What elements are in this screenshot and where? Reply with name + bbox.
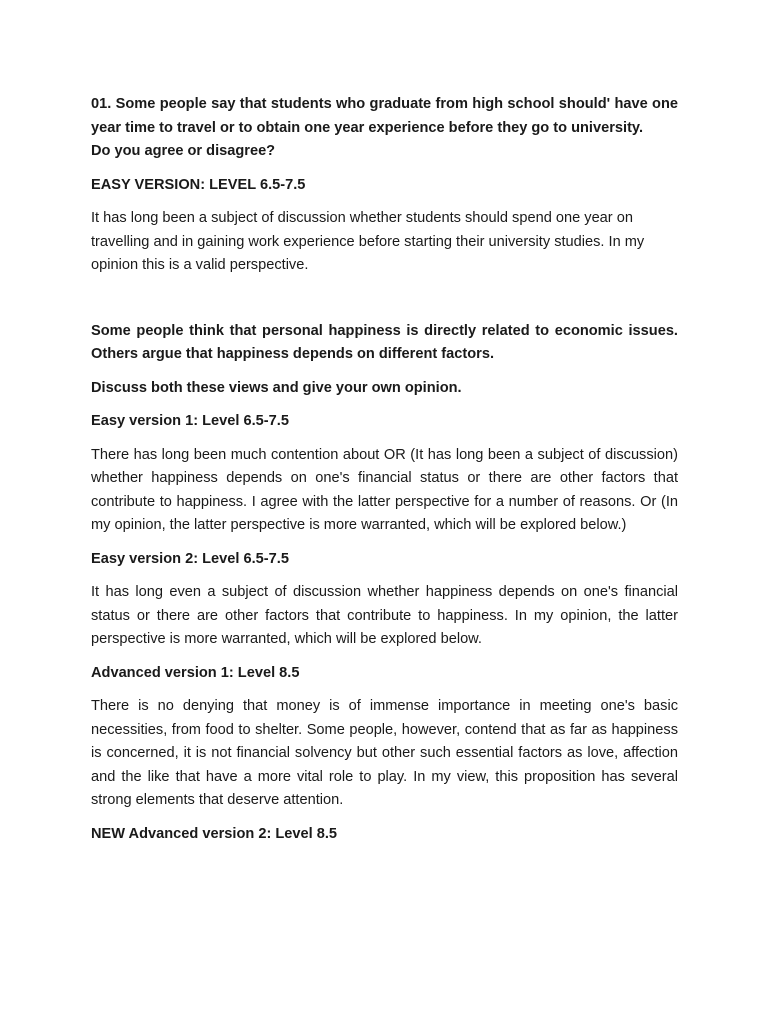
q1-prompt: 01. Some people say that students who graduate from high school should' have one year time to travel or to obtain one year experience before they go to university.: [91, 96, 678, 136]
q2-adv1-text: There is no denying that money is of immense importance in meeting one's basic necessities, from food to shelter. Some people, however, contend that as far as happiness is concerned, it is not financial solvency but other such essential factors as love, affection and the like that have a more vital role to play. In my view, this proposition has several strong elements that deserve attention.: [91, 698, 678, 808]
q2-adv1-heading: Advanced version 1: Level 8.5: [91, 664, 300, 681]
q2-easy2-text: It has long even a subject of discussion whether happiness depends on one's financial status or there are other factors that contribute to happiness. In my opinion, the latter perspective is more warranted, which will be explored below.: [91, 584, 678, 647]
q2-easy2-heading: Easy version 2: Level 6.5-7.5: [91, 550, 289, 567]
q2-easy1-text: There has long been much contention about OR (It has long been a subject of discussion) whether happiness depends on one's financial status or there are other factors that contribute to happiness. I agree with the latter perspective for a number of reasons. Or (In my opinion, the latter perspective is more warranted, which will be explored below.): [91, 446, 678, 533]
q2-adv2-heading: NEW Advanced version 2: Level 8.5: [91, 825, 338, 842]
q1-easy-text: It has long been a subject of discussion whether students should spend one year on travelling and in gaining work experience before starting their university studies. In my opinion this is a valid perspective.: [91, 210, 645, 273]
q2-prompt: Some people think that personal happiness is directly related to economic issues. Others argue that happiness depends on different factors.: [91, 322, 678, 362]
q2-instruction: Discuss both these views and give your own opinion.: [91, 379, 462, 396]
q1-easy-heading: EASY VERSION: LEVEL 6.5-7.5: [91, 176, 306, 193]
q1-question: Do you agree or disagree?: [91, 143, 276, 159]
document-page: [91, 93, 678, 846]
q2-easy1-heading: Easy version 1: Level 6.5-7.5: [91, 413, 289, 429]
